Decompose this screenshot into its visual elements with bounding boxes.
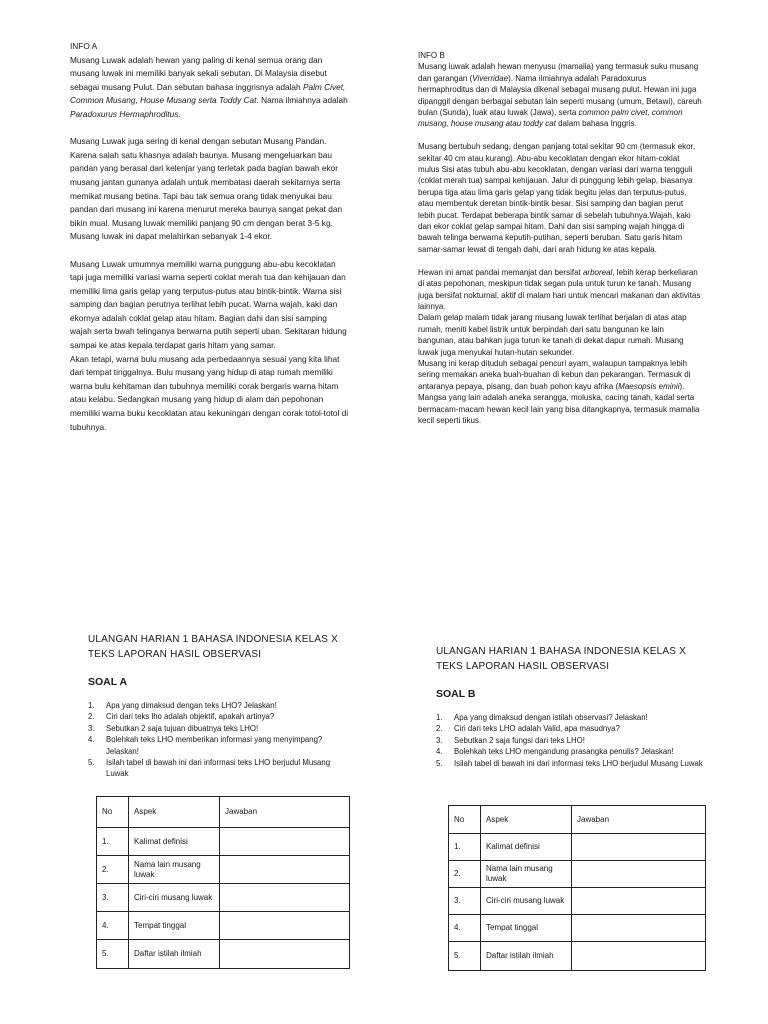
exam-b-question: 5. Isilah tabel di bawah ini dari informasi teks LHO berjudul Musang Luwak xyxy=(436,758,703,768)
row-no: 5. xyxy=(449,942,481,971)
row-no: 3. xyxy=(449,888,481,915)
table-header-row xyxy=(97,797,350,828)
row-aspek: Ciri-ciri musang luwak xyxy=(481,888,572,915)
row-no: 4. xyxy=(97,912,129,940)
table-row xyxy=(449,942,706,971)
answer-cell[interactable] xyxy=(572,834,706,861)
table-row xyxy=(97,884,350,912)
info-b-heading: INFO B xyxy=(418,51,445,60)
table-row xyxy=(97,856,350,884)
exam-b-question-list xyxy=(436,712,704,769)
row-aspek: Nama lain musang luwak xyxy=(481,861,572,888)
exam-b-title-2: TEKS LAPORAN HASIL OBSERVASI xyxy=(436,661,610,672)
row-aspek: Tempat tinggal xyxy=(129,912,220,940)
info-a-paragraph-2: Musang Luwak juga sering di kenal dengan sebutan Musang Pandan. Karena salah satu khasnya adalah baunya. Musang mengeluarkan bau pandan yang berasal dari kelenjar yang terletak pada bagian bawah ekor musang jantan gunanya adalah untuk membatasi daerah sekitarnya serta memikat musang betina. Tapi bau tak semua orang tidak menyukai bau pandan dari musang ini karena menurut mereka baunya sangat pekat dan bikin mual. Musang luwak memiliki panjang 90 cm dengan berat 3-5 kg. Musang luwak ini dapat melahirkan sebanyak 1-4 ekor. xyxy=(70,136,343,242)
table-row xyxy=(97,828,350,856)
answer-cell[interactable] xyxy=(220,884,350,912)
info-b-paragraph-1: Musang luwak adalah hewan menyusu (mamalia) yang termasuk suku musang dan garangan (Viverridae). Nama ilmiahnya adalah Paradoxurus hermaphroditus dan di Malaysia dikenal sebagai musang pulut. Hewan ini juga dipanggil dengan berbagai sebutan lain seperti musang (umum, Betawi), careuh bulan (Sunda), luak atau luwak (Jawa), serta common palm civet, common musang, house musang atau toddy cat dalam bahasa Inggris. xyxy=(418,62,702,129)
row-aspek: Daftar istilah ilmiah xyxy=(129,940,220,969)
row-aspek: Nama lain musang luwak xyxy=(129,856,220,884)
table-header-row xyxy=(449,806,706,834)
info-a-column xyxy=(70,40,350,434)
header-no: No xyxy=(449,806,481,834)
answer-cell[interactable] xyxy=(572,888,706,915)
table-row xyxy=(449,861,706,888)
info-b-paragraph-4: Dalam gelap malam tidak jarang musang luwak terlihat berjalan di atas atap rumah, meniti kabel listrik untuk berpindah dari satu bangunan ke lain bangunan, atau bahkan juga turun ke tanah di dekat dapur rumah. Musang luwak juga menyukai hutan-hutan sekunder. xyxy=(418,313,687,357)
info-b-paragraph-3: Hewan ini amat pandai memanjat dan bersifat arboreal, lebih kerap berkeliaran di atas pepohonan, meskipun tidak segan pula untuk turun ke tanah. Musang juga bersifat nokturnal, aktif di malam hari untuk mencari makanan dan aktivitas lainnya. xyxy=(418,267,701,311)
answer-cell[interactable] xyxy=(220,940,350,969)
exam-a-title-1: ULANGAN HARIAN 1 BAHASA INDONESIA KELAS X xyxy=(88,634,338,645)
exam-a-question: 2. Ciri dari teks lho adalah objektif, apakah artinya? xyxy=(88,712,275,722)
answer-cell[interactable] xyxy=(220,912,350,940)
exam-a-question-list xyxy=(88,700,352,780)
row-no: 2. xyxy=(449,861,481,888)
exam-b-question: 1. Apa yang dimaksud dengan istilah observasi? Jelaskan! xyxy=(436,713,648,722)
table-row xyxy=(449,834,706,861)
exam-a-question: 4. Bolehkah teks LHO memberikan informasi yang menyimpang? Jelaskan! xyxy=(88,735,323,756)
exam-a xyxy=(88,632,352,780)
exam-b xyxy=(436,644,704,769)
header-jawaban: Jawaban xyxy=(220,797,350,828)
row-no: 5. xyxy=(97,940,129,969)
answer-cell[interactable] xyxy=(220,828,350,856)
header-aspek: Aspek xyxy=(129,797,220,828)
exam-a-question: 3. Sebutkan 2 saja tujuan dibuatnya teks LHO! xyxy=(88,723,259,733)
info-a-paragraph-1: Musang Luwak adalah hewan yang paling di kenal semua orang dan musang luwak ini memiliki banyak sekali sebutan. Di Malaysia disebut sebagai musang Pulut. Dan sebutan bahasa inggrisnya adalah Palm Civet, Common Musang, House Musang serta Toddy Cat. Nama ilmiahnya adalah Paradoxurus Hermaphroditus. xyxy=(70,54,348,119)
row-aspek: Ciri-ciri musang luwak xyxy=(129,884,220,912)
exam-a-title-2: TEKS LAPORAN HASIL OBSERVASI xyxy=(88,649,262,660)
exam-b-table xyxy=(448,805,706,971)
answer-cell[interactable] xyxy=(220,856,350,884)
exam-a-soal-heading: SOAL A xyxy=(88,676,128,688)
row-no: 2. xyxy=(97,856,129,884)
table-row xyxy=(97,912,350,940)
exam-b-question: 4. Bolehkah teks LHO mengandung prasangka penulis? Jelaskan! xyxy=(436,747,674,757)
header-jawaban: Jawaban xyxy=(572,806,706,834)
table-row xyxy=(97,940,350,969)
row-no: 1. xyxy=(449,834,481,861)
info-b-paragraph-5: Musang ini kerap dituduh sebagai pencuri ayam, walaupun tampaknya lebih sering memakan aneka buah-buahan di kebun dan pekarangan. Termasuk di antaranya pepaya, pisang, dan buah pohon kayu afrika (Maesopsis eminii). Mangsa yang lain adalah aneka serangga, moluska, cacing tanah, kadal serta bermacam-macam hewan kecil lain yang bisa ditangkapnya, termasuk mamalia kecil seperti tikus. xyxy=(418,358,700,425)
exam-a-question: 1. Apa yang dimaksud dengan teks LHO? Jelaskan! xyxy=(88,701,277,710)
info-a-heading: INFO A xyxy=(70,41,98,51)
row-aspek: Kalimat definisi xyxy=(129,828,220,856)
info-b-paragraph-2: Musang bertubuh sedang, dengan panjang total sekitar 90 cm (termasuk ekor, sekitar 40 cm atau kurang). Abu-abu kecoklatan dengan ekor hitam-coklat mulus Sisi atas tubuh abu-abu kecoklatan, dengan variasi dari warna tengguli (coklat merah tua) sampai kehijauan. Jalur di punggung lebih gelap, biasanya berupa tiga atau lima garis gelap yang tidak begitu jelas dan terputus-putus, atau membentuk deretan bintik-bintik besar. Sisi samping dan bagian perut lebih pucat. Terdapat beberapa bintik samar di sebelah tubuhnya.Wajah, kaki dan ekor coklat gelap sampai hitam. Dahi dan sisi samping wajah hingga di bawah telinga berwarna keputih-putihan, seperti beruban. Satu garis hitam samar-samar lewat di tengah dahi, dari arah hidung ke atas kepala. xyxy=(418,142,696,254)
exam-b-title-1: ULANGAN HARIAN 1 BAHASA INDONESIA KELAS X xyxy=(436,646,686,657)
table-row xyxy=(449,915,706,942)
row-aspek: Tempat tinggal xyxy=(481,915,572,942)
row-aspek: Daftar istilah ilmiah xyxy=(481,942,572,971)
exam-b-question: 2. Ciri dari teks LHO adalah Valid, apa masudnya? xyxy=(436,724,620,734)
row-no: 1. xyxy=(97,828,129,856)
info-a-paragraph-4: Akan tetapi, warna bulu musang ada perbedaannya sesuai yang kita lihat dari tempat tinggalnya. Bulu musang yang hidup di atap rumah memiliki warna bulu kehitaman dan tubuhnya memiliki corak bergaris warna hitam atau kelabu. Sedangkan musang yang hidup di alam dan pepohonan memiliki warna buku kecoklatan atau kekuningan dengan corak totol-totol di tubuhnya. xyxy=(70,353,349,432)
info-b-column xyxy=(418,50,702,426)
exam-a-question: 5. Isilah tabel di bawah ini dari informasi teks LHO berjudul Musang Luwak xyxy=(88,758,331,779)
table-row xyxy=(449,888,706,915)
answer-cell[interactable] xyxy=(572,861,706,888)
answer-cell[interactable] xyxy=(572,942,706,971)
row-aspek: Kalimat definisi xyxy=(481,834,572,861)
exam-b-soal-heading: SOAL B xyxy=(436,688,476,700)
info-a-paragraph-3: Musang Luwak umumnya memiliki warna punggung abu-abu kecoklatan tapi juga memiliki variasi warna seperti coklat merah tua dan kehijauan dan memiliki lima garis gelap yang terputus-putus atau bintik-bintik. Warna sisi samping dan bagian perutnya terlihat lebih pucat. Warna wajah, kaki dan ekornya adalah coklat gelap atau hitam. Bagian dahi dan sisi samping wajah serta bwah telinganya berwarna putih seperti uban. Sekitaran hidung sampai ke atas kepala terdapat garis hitam yang samar. xyxy=(70,258,347,351)
row-no: 3. xyxy=(97,884,129,912)
header-no: No xyxy=(97,797,129,828)
exam-a-table xyxy=(96,796,350,969)
row-no: 4. xyxy=(449,915,481,942)
answer-cell[interactable] xyxy=(572,915,706,942)
header-aspek: Aspek xyxy=(481,806,572,834)
exam-b-question: 3. Sebutkan 2 saja fungsi dari teks LHO! xyxy=(436,735,585,745)
